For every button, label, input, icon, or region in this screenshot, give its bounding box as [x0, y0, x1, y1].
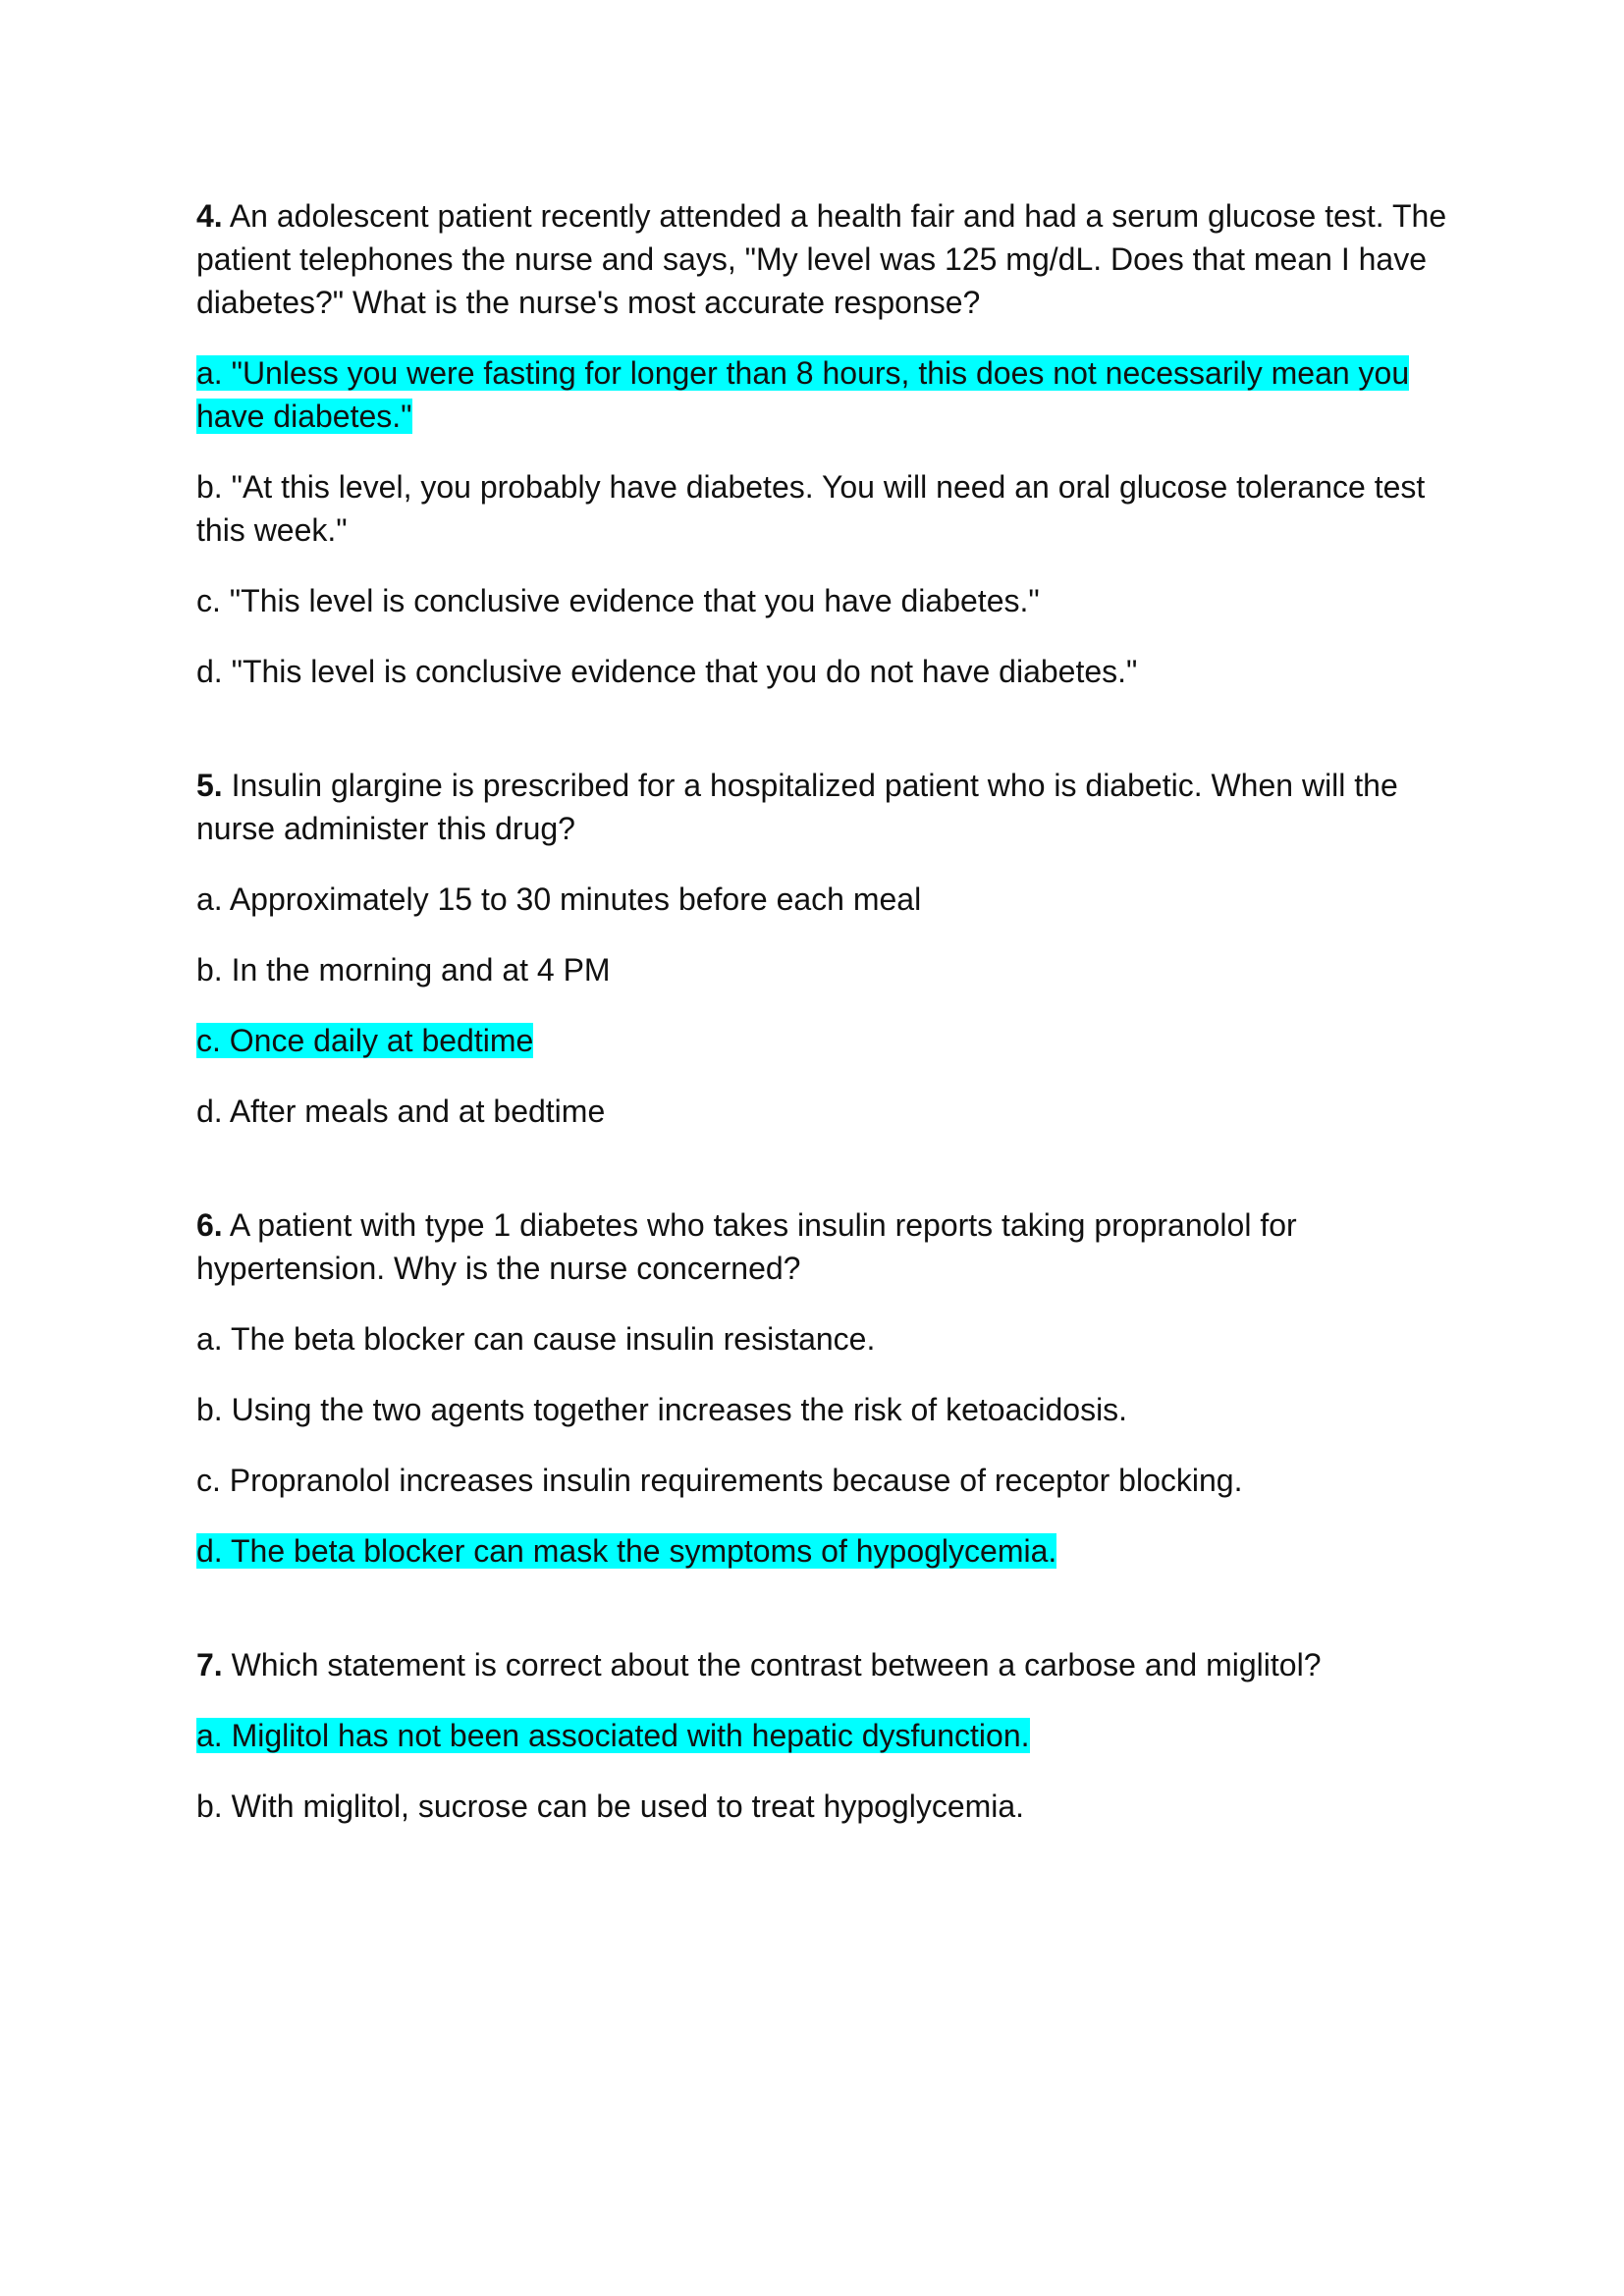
- option-text: b. Using the two agents together increases the risk of ketoacidosis.: [196, 1392, 1128, 1427]
- question-text: Which statement is correct about the contrast between a carbose and miglitol?: [231, 1647, 1322, 1682]
- question-stem: [196, 764, 1473, 850]
- option-text: a. The beta blocker can cause insulin resistance.: [196, 1321, 876, 1357]
- question-stem: [196, 194, 1473, 324]
- question-4: [196, 194, 1473, 693]
- option-a: [196, 351, 1473, 438]
- option-b: [196, 465, 1473, 552]
- highlighted-answer: a. Miglitol has not been associated with hepatic dysfunction.: [196, 1718, 1030, 1753]
- question-number: 5.: [196, 768, 223, 803]
- option-b: [196, 948, 1473, 991]
- question-text: Insulin glargine is prescribed for a hospitalized patient who is diabetic. When will the nurse administer this drug?: [196, 768, 1398, 846]
- question-stem: [196, 1643, 1473, 1686]
- question-5: [196, 764, 1473, 1133]
- option-a: [196, 878, 1473, 921]
- option-c: [196, 1459, 1473, 1502]
- question-number: 7.: [196, 1647, 223, 1682]
- question-number: 4.: [196, 198, 223, 234]
- option-b: [196, 1388, 1473, 1431]
- question-stem: [196, 1203, 1473, 1290]
- question-6: [196, 1203, 1473, 1573]
- option-a: [196, 1714, 1473, 1757]
- document-page: [196, 194, 1473, 1898]
- option-d: [196, 1529, 1473, 1573]
- option-b: [196, 1785, 1473, 1828]
- option-c: [196, 1019, 1473, 1062]
- option-c: [196, 579, 1473, 622]
- highlighted-answer: d. The beta blocker can mask the symptoms of hypoglycemia.: [196, 1533, 1057, 1569]
- option-d: [196, 650, 1473, 693]
- option-text: b. "At this level, you probably have diabetes. You will need an oral glucose tolerance test this week.": [196, 469, 1426, 548]
- option-text: c. Propranolol increases insulin requirements because of receptor blocking.: [196, 1463, 1243, 1498]
- option-text: a. Approximately 15 to 30 minutes before each meal: [196, 881, 922, 917]
- option-text: d. After meals and at bedtime: [196, 1094, 606, 1129]
- highlighted-answer: a. "Unless you were fasting for longer than 8 hours, this does not necessarily mean you have diabetes.": [196, 355, 1410, 434]
- highlighted-answer: c. Once daily at bedtime: [196, 1023, 534, 1058]
- option-text: b. With miglitol, sucrose can be used to treat hypoglycemia.: [196, 1789, 1025, 1824]
- option-text: b. In the morning and at 4 PM: [196, 952, 611, 988]
- option-text: d. "This level is conclusive evidence that you do not have diabetes.": [196, 654, 1138, 689]
- option-d: [196, 1090, 1473, 1133]
- question-text: An adolescent patient recently attended a health fair and had a serum glucose test. The patient telephones the nurse and says, "My level was 125 mg/dL. Does that mean I have diabetes?" What is the nurse's most accurate response?: [196, 198, 1447, 320]
- question-7: [196, 1643, 1473, 1828]
- question-text: A patient with type 1 diabetes who takes insulin reports taking propranolol for hypertension. Why is the nurse concerned?: [196, 1207, 1297, 1286]
- question-number: 6.: [196, 1207, 223, 1243]
- option-a: [196, 1317, 1473, 1361]
- option-text: c. "This level is conclusive evidence that you have diabetes.": [196, 583, 1040, 618]
